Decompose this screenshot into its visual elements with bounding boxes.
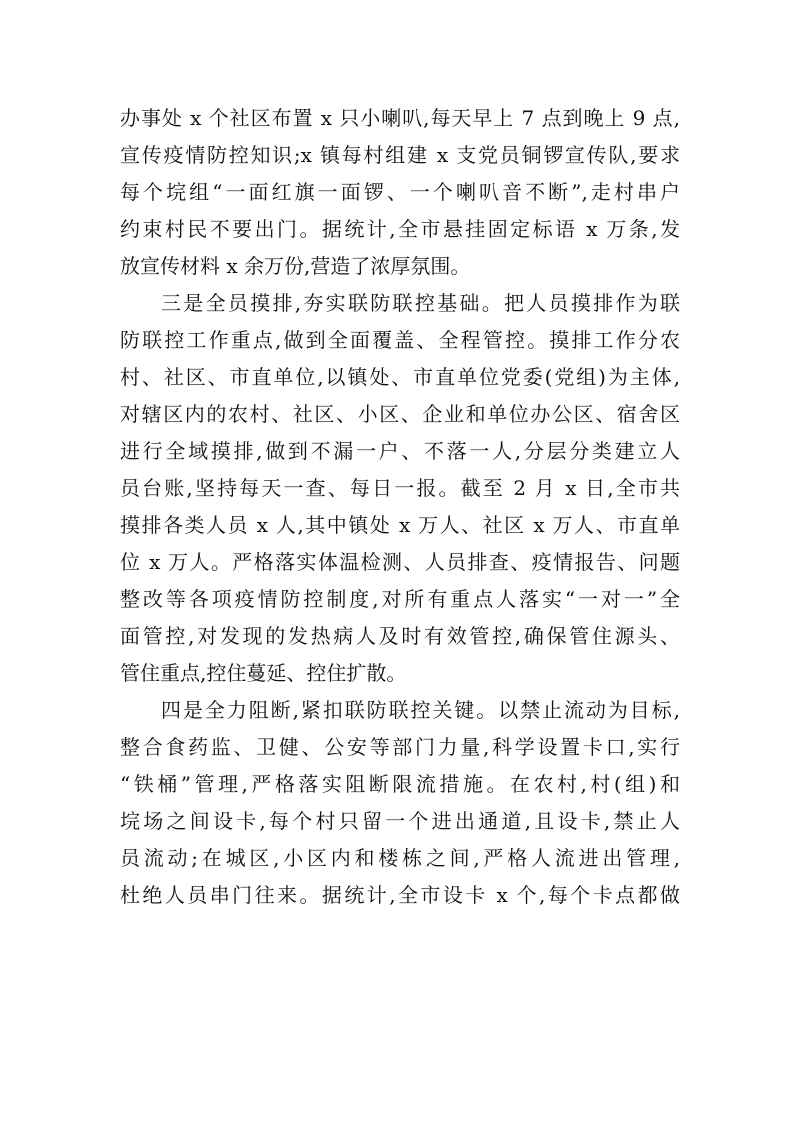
text-line: 整改等各项疫情防控制度,对所有重点人落实“一对一”全 [120,587,680,611]
text-line: 进行全域摸排,做到不漏一户、不落一人,分层分类建立人 [120,439,680,463]
text-line: 四是全力阻断,紧扣联防联控关键。以禁止流动为目标, [161,698,680,722]
text-line: “铁桶”管理,严格落实阻断限流措施。在农村,村(组)和 [120,772,680,796]
paragraph-publicity [120,100,680,285]
text-line: 办事处 x 个社区布置 x 只小喇叭,每天早上 7 点到晚上 9 点, [120,106,680,130]
text-line: 管住重点,控住蔓延、控住扩散。 [120,661,407,685]
text-line: 宣传疫情防控知识;x 镇每村组建 x 支党员铜锣宣传队,要求 [120,143,680,167]
text-line: 员流动;在城区,小区内和楼栋之间,严格人流进出管理, [120,846,680,870]
document-body [120,100,680,914]
text-line: 放宣传材料 x 余万份,营造了浓厚氛围。 [120,254,471,278]
text-line: 约束村民不要出门。据统计,全市悬挂固定标语 x 万条,发 [120,217,680,241]
text-line: 面管控,对发现的发热病人及时有效管控,确保管住源头、 [120,624,680,648]
text-line: 杜绝人员串门往来。据统计,全市设卡 x 个,每个卡点都做 [120,883,680,907]
text-line: 整合食药监、卫健、公安等部门力量,科学设置卡口,实行 [120,735,680,759]
text-line: 员台账,坚持每天一查、每日一报。截至 2 月 x 日,全市共 [120,476,680,500]
text-line: 位 x 万人。严格落实体温检测、人员排查、疫情报告、问题 [120,550,680,574]
text-line: 村、社区、市直单位,以镇处、市直单位党委(党组)为主体, [120,365,680,389]
text-line: 摸排各类人员 x 人,其中镇处 x 万人、社区 x 万人、市直单 [120,513,680,537]
text-line: 三是全员摸排,夯实联防联控基础。把人员摸排作为联 [161,291,680,315]
text-line: 垸场之间设卡,每个村只留一个进出通道,且设卡,禁止人 [120,809,680,833]
paragraph-screening [120,285,680,692]
text-line: 对辖区内的农村、社区、小区、企业和单位办公区、宿舍区 [120,402,680,426]
text-line: 每个垸组“一面红旗一面锣、一个喇叭音不断”,走村串户 [120,180,680,204]
paragraph-blocking [120,692,680,914]
text-line: 防联控工作重点,做到全面覆盖、全程管控。摸排工作分农 [120,328,680,352]
